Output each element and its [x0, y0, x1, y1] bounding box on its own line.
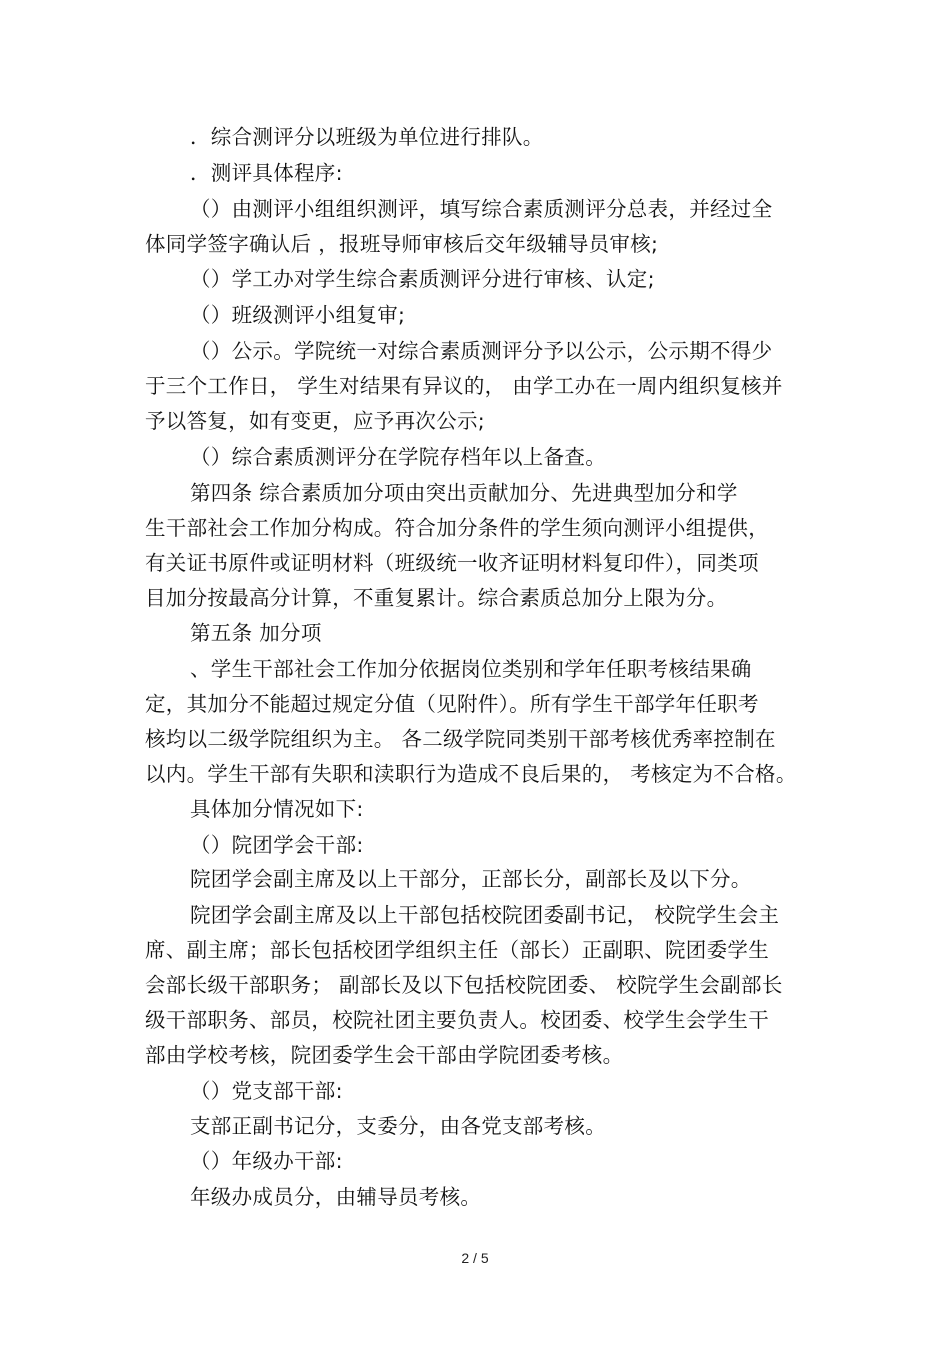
text-line: 、学生干部社会工作加分依据岗位类别和学年任职考核结果确 [190, 657, 752, 681]
text-line: 部由学校考核，院团委学生会干部由学院团委考核。 [145, 1043, 624, 1067]
text-line: （）学工办对学生综合素质测评分进行审核、认定; [190, 267, 655, 291]
text-line: 生干部社会工作加分构成。符合加分条件的学生须向测评小组提供， [145, 516, 769, 540]
text-line: 具体加分情况如下: [190, 797, 364, 821]
text-line: （）院团学会干部: [190, 833, 364, 857]
text-line: 有关证书原件或证明材料（班级统一收齐证明材料复印件），同类项 [145, 551, 759, 575]
text-line: 第四条 综合素质加分项由突出贡献加分、先进典型加分和学 [190, 481, 738, 505]
text-line: 年级办成员分，由辅导员考核。 [190, 1185, 482, 1209]
text-line: （）由测评小组组织测评，填写综合素质测评分总表，并经过全 [190, 197, 773, 221]
text-line: 院团学会副主席及以上干部包括校院团委副书记， 校院学生会主 [190, 903, 780, 927]
text-line: 院团学会副主席及以上干部分，正部长分，副部长及以下分。 [190, 867, 752, 891]
text-line: （）党支部干部: [190, 1079, 343, 1103]
text-line: 予以答复，如有变更，应予再次公示; [145, 409, 486, 433]
text-line: 核均以二级学院组织为主。 各二级学院同类别干部考核优秀率控制在 [145, 727, 776, 751]
text-line: 以内。学生干部有失职和渎职行为造成不良后果的， 考核定为不合格。 [145, 762, 797, 786]
text-line: （）综合素质测评分在学院存档年以上备查。 [190, 445, 606, 469]
text-line: （）班级测评小组复审; [190, 303, 406, 327]
text-line: 席、副主席；部长包括校团学组织主任（部长）正副职、院团委学生 [145, 938, 769, 962]
text-line: 支部正副书记分，支委分，由各党支部考核。 [190, 1114, 606, 1138]
text-line: 级干部职务、部员，校院社团主要负责人。校团委、校学生会学生干 [145, 1008, 769, 1032]
page-number: 2 / 5 [461, 1250, 489, 1266]
text-line: 体同学签字确认后 ，报班导师审核后交年级辅导员审核; [145, 232, 659, 256]
text-line: 目加分按最高分计算，不重复累计。综合素质总加分上限为分。 [145, 586, 728, 610]
text-line: ．测评具体程序: [190, 161, 343, 185]
text-line: 第五条 加分项 [190, 621, 322, 645]
text-line: ．综合测评分以班级为单位进行排队。 [190, 125, 544, 149]
text-line: 定，其加分不能超过规定分值（见附件）。所有学生干部学年任职考 [145, 692, 759, 716]
text-line: （）年级办干部: [190, 1149, 343, 1173]
text-line: 于三个工作日， 学生对结果有异议的， 由学工办在一周内组织复核并 [145, 374, 783, 398]
text-line: （）公示。学院统一对综合素质测评分予以公示，公示期不得少 [190, 339, 773, 363]
text-line: 会部长级干部职务； 副部长及以下包括校院团委、 校院学生会副部长 [145, 973, 783, 997]
